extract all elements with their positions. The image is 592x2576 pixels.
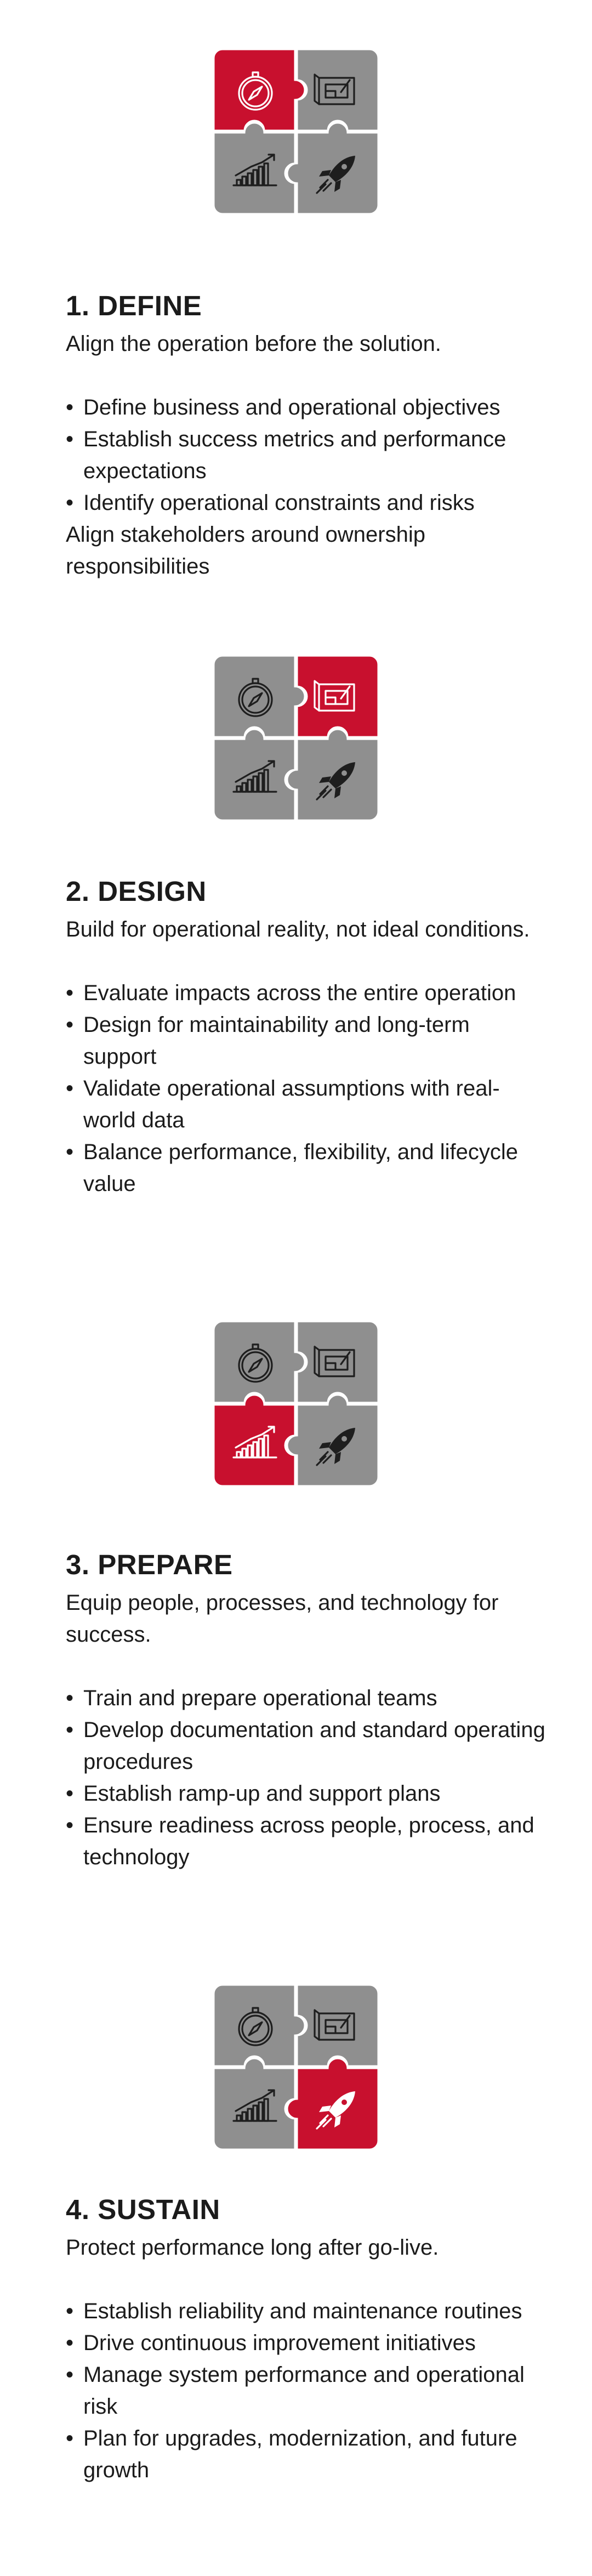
puzzle-piece-rocket — [287, 2058, 378, 2149]
list-item: • Establish success metrics and performance expectations — [66, 423, 548, 487]
list-item: • Balance performance, flexibility, and lifecycle value — [66, 1136, 548, 1200]
step-lead: Equip people, processes, and technology for success. — [66, 1591, 499, 1647]
step-note: Align stakeholders around ownership responsibilities — [66, 523, 425, 578]
puzzle-piece-growth-chart — [214, 2058, 295, 2149]
step-text — [66, 2193, 548, 2486]
puzzle-piece-rocket — [287, 1395, 378, 1486]
puzzle-piece-blueprint — [297, 1321, 378, 1403]
bullet-list — [66, 2295, 548, 2486]
step-title: 1. DEFINE — [66, 290, 202, 321]
bullet-list — [66, 391, 548, 519]
puzzle-graphic — [213, 48, 379, 215]
puzzle-svg — [213, 655, 379, 821]
puzzle-piece-growth-chart — [214, 1395, 295, 1486]
list-item: • Establish reliability and maintenance routines — [66, 2295, 548, 2327]
list-item: • Validate operational assumptions with real-world data — [66, 1073, 548, 1136]
list-item: • Define business and operational objectives — [66, 391, 548, 423]
list-item: • Design for maintainability and long-term support — [66, 1009, 548, 1073]
bullet-list — [66, 1682, 548, 1873]
list-item: • Train and prepare operational teams — [66, 1682, 548, 1714]
step-title: 2. DESIGN — [66, 876, 207, 907]
puzzle-graphic — [213, 1984, 379, 2151]
puzzle-piece-rocket — [287, 729, 378, 820]
list-item: • Drive continuous improvement initiatives — [66, 2327, 548, 2359]
puzzle-graphic — [213, 655, 379, 821]
puzzle-piece-blueprint — [297, 49, 378, 130]
list-item: • Manage system performance and operational risk — [66, 2359, 548, 2422]
list-item: • Establish ramp-up and support plans — [66, 1778, 548, 1809]
puzzle-piece-rocket — [287, 123, 378, 214]
step-text — [66, 1548, 548, 1873]
puzzle-graphic — [213, 1320, 379, 1487]
list-item: • Ensure readiness across people, process, and technology — [66, 1809, 548, 1873]
step-text — [66, 875, 548, 1200]
puzzle-piece-blueprint — [297, 1985, 378, 2066]
bullet-list — [66, 977, 548, 1200]
step-title: 4. SUSTAIN — [66, 2194, 220, 2225]
puzzle-piece-blueprint — [297, 656, 378, 737]
puzzle-piece-compass — [214, 49, 305, 130]
puzzle-piece-growth-chart — [214, 123, 295, 214]
puzzle-piece-growth-chart — [214, 729, 295, 820]
list-item: • Evaluate impacts across the entire operation — [66, 977, 548, 1009]
puzzle-svg — [213, 1984, 379, 2151]
puzzle-svg — [213, 1320, 379, 1487]
puzzle-piece-compass — [214, 656, 305, 737]
list-item: • Plan for upgrades, modernization, and future growth — [66, 2422, 548, 2486]
puzzle-piece-compass — [214, 1985, 305, 2066]
puzzle-svg — [213, 48, 379, 215]
list-item: • Develop documentation and standard operating procedures — [66, 1714, 548, 1778]
step-lead: Align the operation before the solution. — [66, 332, 441, 356]
step-lead: Protect performance long after go-live. — [66, 2235, 439, 2260]
list-item: • Identify operational constraints and risks — [66, 487, 548, 519]
step-title: 3. PREPARE — [66, 1549, 233, 1580]
puzzle-piece-compass — [214, 1321, 305, 1403]
step-text — [66, 290, 548, 582]
step-lead: Build for operational reality, not ideal conditions. — [66, 917, 530, 941]
